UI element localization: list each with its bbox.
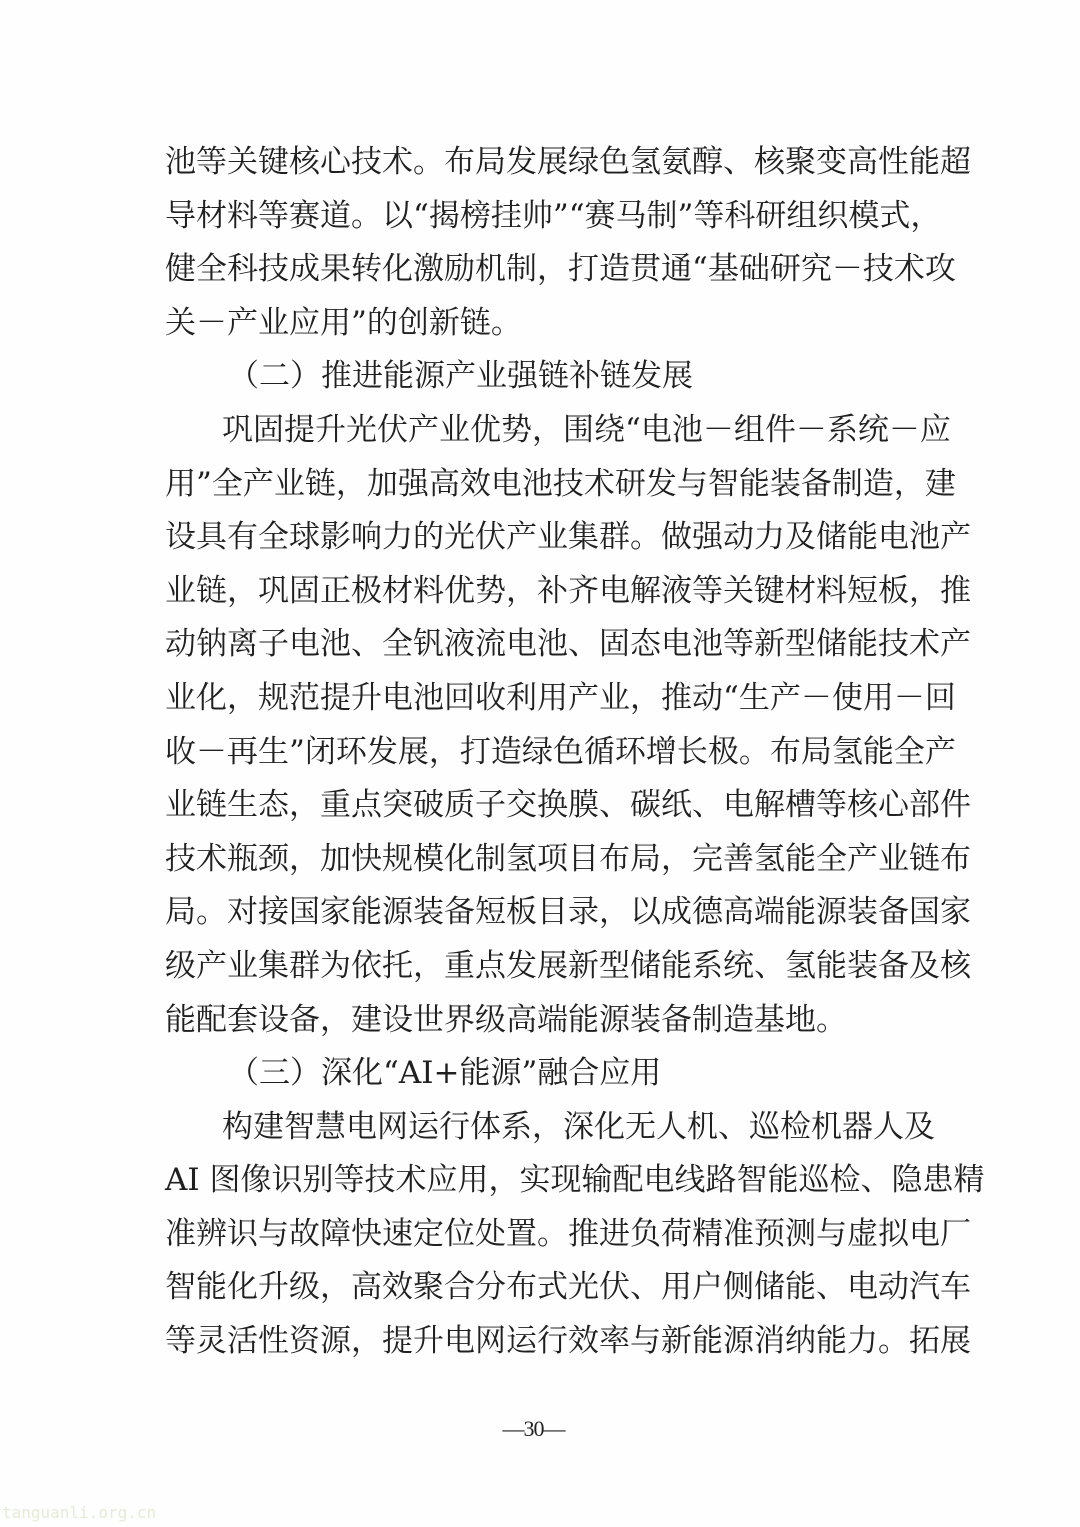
paragraph-first-line: 构建智慧电网运行体系，深化无人机、巡检机器人及 xyxy=(222,1108,935,1145)
body-line: 业化，规范提升电池回收利用产业，推动“生产－使用－回 xyxy=(165,679,956,716)
body-line: 等灵活性资源，提升电网运行效率与新能源消纳能力。拓展 xyxy=(165,1323,971,1360)
body-line: 设具有全球影响力的光伏产业集群。做强动力及储能电池产 xyxy=(165,519,971,556)
section-heading-3: （三）深化“AI+能源”融合应用 xyxy=(228,1055,662,1092)
body-line: 收－再生”闭环发展，打造绿色循环增长极。布局氢能全产 xyxy=(165,733,956,770)
body-line: AI 图像识别等技术应用，实现输配电线路智能巡检、隐患精 xyxy=(165,1162,985,1199)
page-number: —30— xyxy=(502,1416,565,1441)
watermark: tanguanli.org.cn xyxy=(2,1503,157,1522)
body-line: 准辨识与故障快速定位处置。推进负荷精准预测与虚拟电厂 xyxy=(165,1215,971,1252)
body-line: 技术瓶颈，加快规模化制氢项目布局，完善氢能全产业链布 xyxy=(165,840,971,877)
body-line: 用”全产业链，加强高效电池技术研发与智能装备制造，建 xyxy=(165,465,956,502)
body-line: 池等关键核心技术。布局发展绿色氢氨醇、核聚变高性能超 xyxy=(165,144,971,180)
section-heading-2: （二）推进能源产业强链补链发展 xyxy=(228,358,693,395)
body-line: 动钠离子电池、全钒液流电池、固态电池等新型储能技术产 xyxy=(165,626,971,663)
body-line: 关－产业应用”的创新链。 xyxy=(165,304,522,341)
body-line: 局。对接国家能源装备短板目录，以成德高端能源装备国家 xyxy=(165,894,971,931)
body-line: 级产业集群为依托，重点发展新型储能系统、氢能装备及核 xyxy=(165,947,971,984)
paragraph-first-line: 巩固提升光伏产业优势，围绕“电池－组件－系统－应 xyxy=(222,411,951,448)
body-line: 业链生态，重点突破质子交换膜、碳纸、电解槽等核心部件 xyxy=(165,787,971,824)
body-line: 健全科技成果转化激励机制，打造贯通“基础研究－技术攻 xyxy=(165,251,956,288)
body-line: 能配套设备，建设世界级高端能源装备制造基地。 xyxy=(165,1001,847,1038)
body-line: 业链，巩固正极材料优势，补齐电解液等关键材料短板，推 xyxy=(165,572,971,609)
document-body xyxy=(165,136,985,1369)
body-line: 智能化升级，高效聚合分布式光伏、用户侧储能、电动汽车 xyxy=(165,1269,971,1306)
body-line: 导材料等赛道。以“揭榜挂帅”“赛马制”等科研组织模式， xyxy=(165,197,942,234)
